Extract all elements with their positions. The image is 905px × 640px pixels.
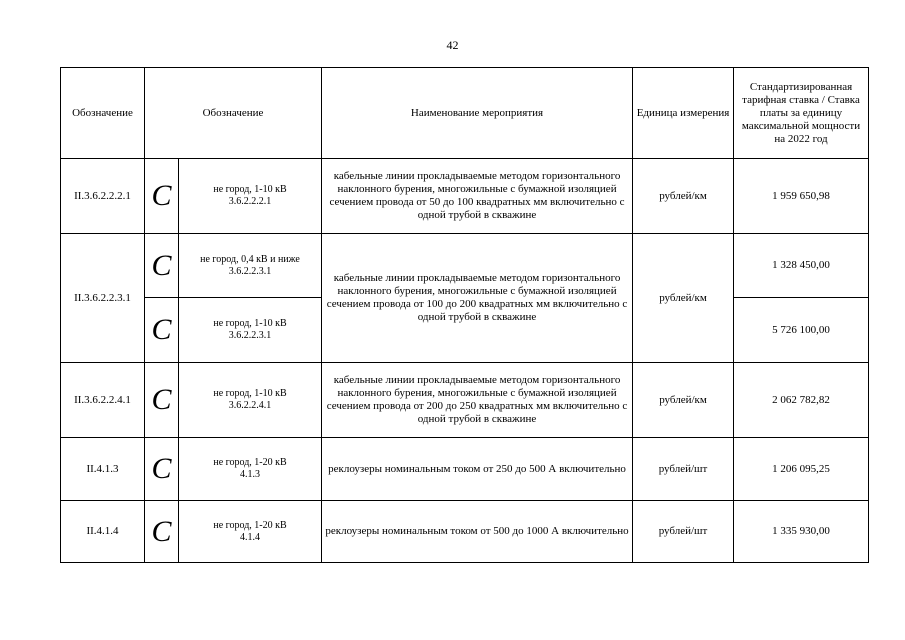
category-c-icon: C [145,234,179,298]
row-designation: II.4.1.3 [61,438,145,501]
voltage-label: не город, 1-20 кВ [213,457,287,468]
row-designation: II.3.6.2.2.2.1 [61,159,145,234]
unit: рублей/км [633,234,734,363]
voltage-code: 4.1.3 [240,469,260,480]
page-number: 42 [446,38,459,52]
header-rate: Стандартизированная тарифная ставка / Ставка платы за единицу максимальной мощности на 2022 год [734,68,869,159]
header-designation-code: Обозначение [145,68,322,159]
voltage-code: 3.6.2.2.2.1 [228,196,272,207]
voltage-cell [179,234,322,298]
table-row [61,159,869,234]
rate-value: 1 206 095,25 [734,438,869,501]
category-c-icon: C [145,438,179,501]
table-row [61,234,869,298]
voltage-cell [179,363,322,438]
measure-name: кабельные линии прокладываемые методом горизонтального наклонного бурения, многожильные с бумажной изоляцией сечением провода от 100 до 200 квадратных мм включительно с одной трубой в скважине [322,234,633,363]
row-designation: II.3.6.2.2.3.1 [61,234,145,363]
voltage-label: не город, 1-10 кВ [213,388,287,399]
unit: рублей/шт [633,501,734,563]
header-unit: Единица измерения [633,68,734,159]
header-row [61,68,869,159]
voltage-label: не город, 1-10 кВ [213,184,287,195]
rate-value: 5 726 100,00 [734,298,869,363]
unit: рублей/шт [633,438,734,501]
voltage-code: 3.6.2.2.4.1 [228,400,272,411]
measure-name: реклоузеры номинальным током от 500 до 1000 А включительно [322,501,633,563]
voltage-code: 4.1.4 [240,531,260,543]
tariff-table [60,67,869,563]
measure-name: кабельные линии прокладываемые методом горизонтального наклонного бурения, многожильные с бумажной изоляцией сечением провода от 200 до 250 квадратных мм включительно с одной трубой в скважине [322,363,633,438]
category-c-icon: C [145,501,179,563]
voltage-code: 3.6.2.2.3.1 [228,330,272,341]
voltage-cell [179,159,322,234]
header-designation: Обозначение [61,68,145,159]
row-designation: II.4.1.4 [61,501,145,563]
table-row [61,363,869,438]
category-c-icon: C [145,298,179,363]
voltage-label: не город, 1-10 кВ [213,318,287,329]
voltage-label: не город, 1-20 кВ [213,519,287,531]
table-row [61,438,869,501]
header-measure-name: Наименование мероприятия [322,68,633,159]
rate-value: 1 335 930,00 [734,501,869,563]
measure-name: кабельные линии прокладываемые методом горизонтального наклонного бурения, многожильные с бумажной изоляцией сечением провода от 50 до 100 квадратных мм включительно с одной трубой в скважине [322,159,633,234]
voltage-cell [179,298,322,363]
table-row [61,501,869,563]
category-c-icon: C [145,363,179,438]
unit: рублей/км [633,363,734,438]
rate-value: 1 959 650,98 [734,159,869,234]
voltage-cell [179,438,322,501]
category-c-icon: C [145,159,179,234]
rate-value: 2 062 782,82 [734,363,869,438]
measure-name: реклоузеры номинальным током от 250 до 500 А включительно [322,438,633,501]
voltage-label: не город, 0,4 кВ и ниже [200,253,300,265]
voltage-code: 3.6.2.2.3.1 [228,265,272,277]
unit: рублей/км [633,159,734,234]
row-designation: II.3.6.2.2.4.1 [61,363,145,438]
voltage-cell [179,501,322,563]
rate-value: 1 328 450,00 [734,234,869,298]
